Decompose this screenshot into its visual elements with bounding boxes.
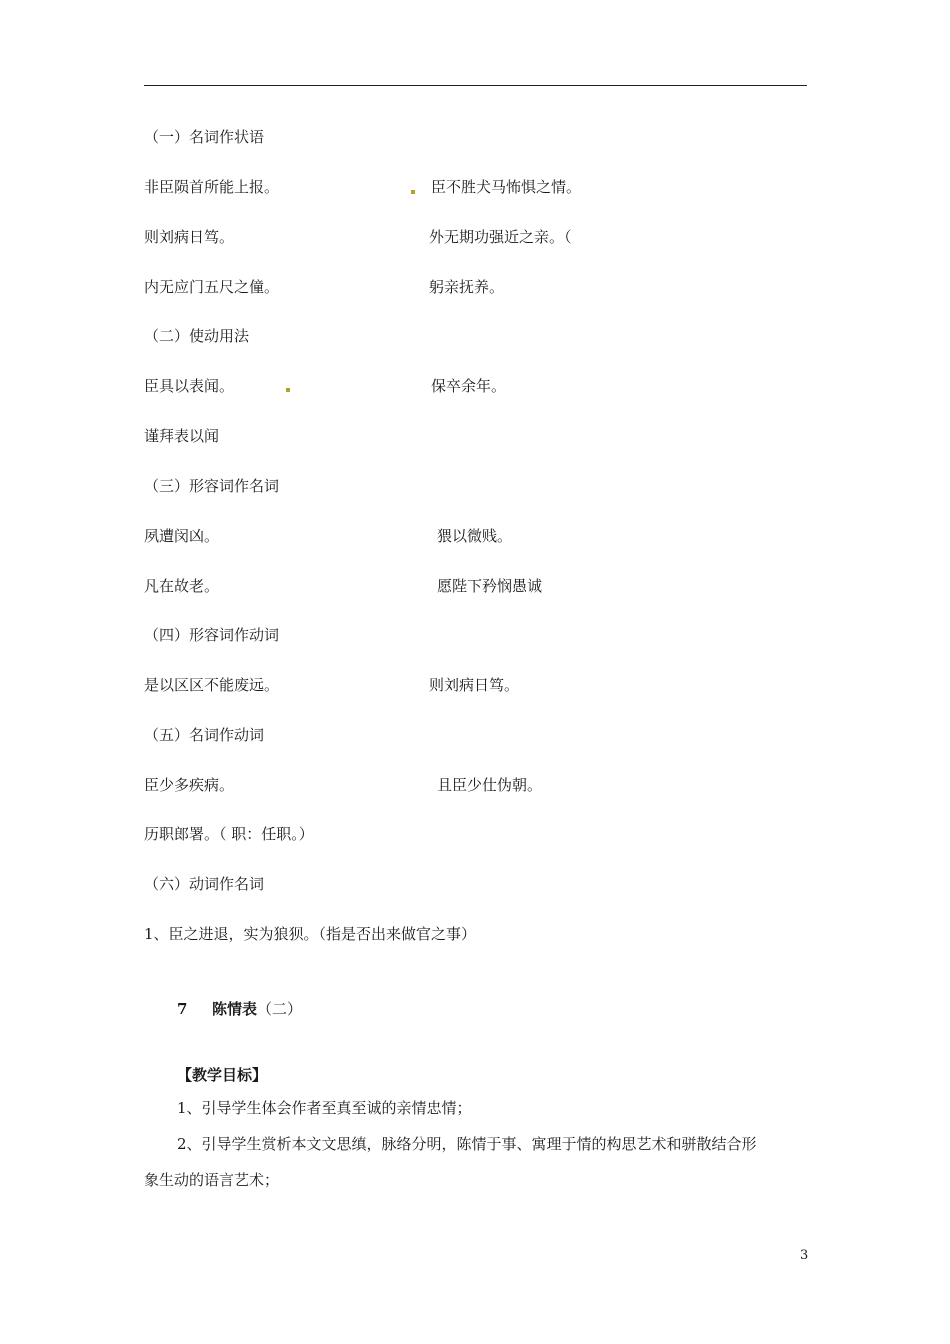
example-left: 1、臣之进退，实为狼狈。（指是否出来做官之事） [144, 925, 477, 943]
example-left: 臣具以表闻。 [144, 377, 235, 395]
example-right: 躬亲抚养。 [429, 278, 505, 296]
section-heading-5: （五）名词作动词 [144, 726, 265, 744]
example-right: 保卒余年。 [431, 377, 507, 395]
section-heading-2: （二）使动用法 [144, 327, 250, 345]
section-heading-6: （六）动词作名词 [144, 875, 265, 893]
example-right: 则刘病日笃。 [429, 676, 520, 694]
example-left: 非臣陨首所能上报。 [144, 178, 280, 196]
example-left: 臣少多疾病。 [144, 776, 235, 794]
section-heading-4: （四）形容词作动词 [144, 626, 280, 644]
example-left: 内无应门五尺之僮。 [144, 278, 280, 296]
header-rule [144, 85, 807, 86]
marker-dot [411, 190, 415, 194]
example-left: 夙遭闵凶。 [144, 527, 220, 545]
marker-dot [286, 388, 290, 392]
lesson-title: 陈情表 [212, 1000, 258, 1018]
lesson-subtitle: （二） [257, 1000, 303, 1018]
objective-item: 2、引导学生赏析本文文思缜，脉络分明，陈情于事、寓理于情的构思艺术和骈散结合形 [177, 1135, 757, 1153]
lesson-number: 7 [177, 1000, 188, 1018]
example-left: 历职郎署。（ 职：任职。） [144, 825, 314, 843]
section-heading-1: （一）名词作状语 [144, 128, 265, 146]
example-right: 臣不胜犬马怖惧之情。 [431, 178, 582, 196]
example-right: 且臣少仕伪朝。 [437, 776, 543, 794]
example-right: 愿陛下矜悯愚诚 [437, 577, 543, 595]
example-right: 外无期功强近之亲。（ [429, 228, 572, 246]
objective-item-continued: 象生动的语言艺术； [144, 1171, 280, 1189]
example-left: 凡在故老。 [144, 577, 220, 595]
page-number: 3 [800, 1248, 809, 1263]
example-right: 猥以微贱。 [437, 527, 513, 545]
example-left: 是以区区不能废远。 [144, 676, 280, 694]
section-heading-3: （三）形容词作名词 [144, 477, 280, 495]
objectives-heading: 【教学目标】 [177, 1066, 268, 1084]
example-left: 谨拜表以闻 [144, 427, 220, 445]
example-left: 则刘病日笃。 [144, 228, 235, 246]
lesson-title-line [212, 999, 302, 1019]
objective-item: 1、引导学生体会作者至真至诚的亲情忠情； [177, 1099, 472, 1117]
